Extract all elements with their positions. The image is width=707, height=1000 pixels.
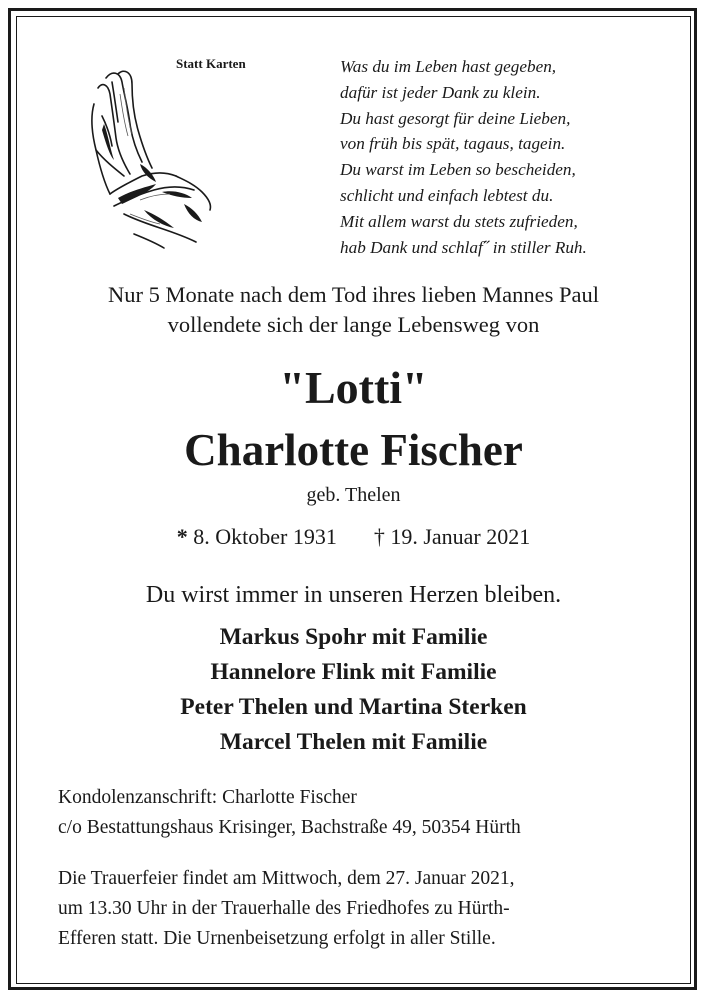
address-line: Kondolenzanschrift: Charlotte Fischer [58,787,357,808]
poem-line: hab Dank und schlaf˝ in stiller Ruh. [340,237,587,257]
poem-line: dafür ist jeder Dank zu klein. [340,82,541,102]
mourners-list [0,620,707,760]
condolence-address [58,783,521,843]
deceased-name: Charlotte Fischer [184,425,523,475]
motto: Du wirst immer in unseren Herzen bleiben. [145,582,562,608]
death-date: 19. Januar 2021 [390,524,531,549]
poem [340,54,587,260]
poem-line: Du warst im Leben so bescheiden, [340,160,576,180]
life-dates [0,524,707,550]
intro-text [0,280,707,340]
poem-line: von früh bis spät, tagaus, tagein. [340,134,566,154]
ceremony-info [58,864,658,954]
address-line: c/o Bestattungshaus Krisinger, Bachstraße 49, 50354 Hürth [58,817,521,838]
mourner: Peter Thelen und Martina Sterken [180,694,527,720]
maiden-name: geb. Thelen [306,484,401,506]
intro-line: vollendete sich der lange Lebensweg von [167,312,540,337]
mourner: Marcel Thelen mit Familie [219,729,488,755]
poem-line: Was du im Leben hast gegeben, [340,57,557,76]
statt-karten-label: Statt Karten [176,56,246,71]
death-symbol: † [373,524,385,549]
poem-line: Du hast gesorgt für deine Lieben, [340,108,571,128]
mourner: Markus Spohr mit Familie [219,624,488,650]
poem-line: schlicht und einfach lebtest du. [340,185,554,205]
mourner: Hannelore Flink mit Familie [210,659,497,685]
intro-line: Nur 5 Monate nach dem Tod ihres lieben Mannes Paul [107,282,600,307]
poem-line: Mit allem warst du stets zufrieden, [340,211,578,231]
ceremony-line: um 13.30 Uhr in der Trauerhalle des Friedhofes zu Hürth- [58,898,510,919]
birth-date: 8. Oktober 1931 [193,524,337,549]
birth-symbol: * [176,524,188,549]
deceased-nickname: "Lotti" [279,362,428,413]
ceremony-line: Die Trauerfeier findet am Mittwoch, dem 27. Januar 2021, [58,868,515,889]
praying-hands-icon [84,64,218,254]
ceremony-line: Efferen statt. Die Urnenbeisetzung erfolgt in aller Stille. [58,928,496,949]
